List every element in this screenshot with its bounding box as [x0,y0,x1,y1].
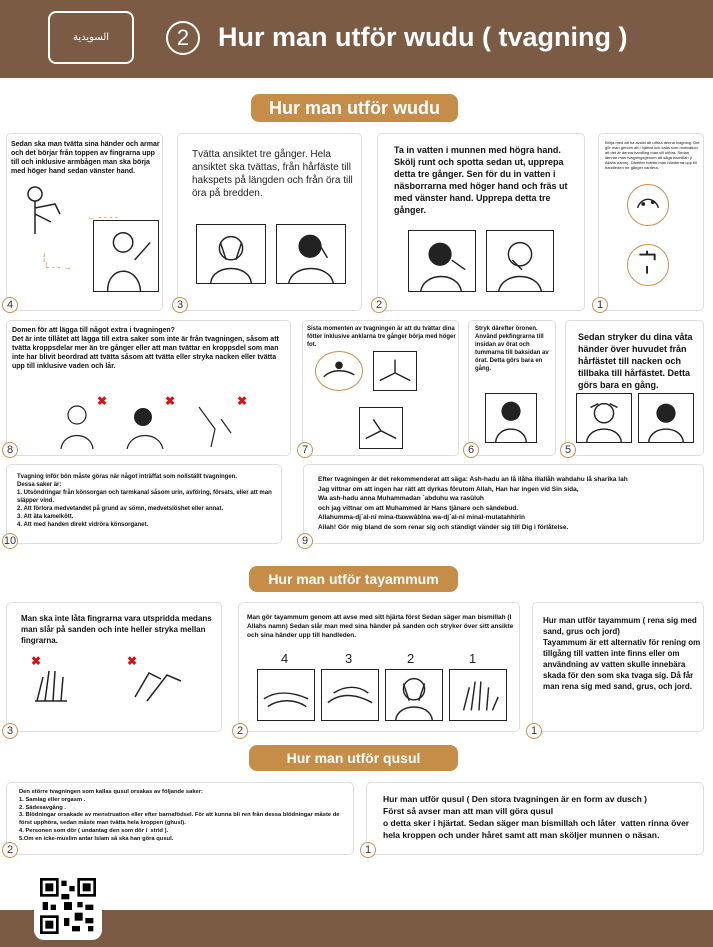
cross-icon: ✖ [165,394,176,408]
qusul-step-2-card [6,782,354,855]
wudu-step-6-card [468,320,556,456]
tayammum-step-2-card [238,602,520,732]
tayammum-figure-1 [449,669,507,721]
tayammum-step-2-text: Man gör tayammum genom att avse med sitt hjärta först Sedan säger man bismillah (I Allahs namn) Sedan slår man med sina händer på sanden och stryker över sitt ansikte och sina händer upp till handleden. [247,614,514,639]
tayammum-step-3-card [6,602,222,732]
wudu-step-7-text: Sista momenten av tvagningen är att du tvättar dina fötter inklusive anklarna tre gånger börja med höger fot. [307,326,456,348]
neck-wash-figure [51,399,103,449]
cross-icon: ✖ [237,394,248,408]
qusul-badge-2: 2 [2,842,18,858]
wudu-step-5-card [565,320,704,456]
faucet-icon [627,244,669,286]
tayammum-step-label: 4 [281,651,289,666]
mouth-rinse-figure [408,230,476,292]
arm-wash-figure [93,220,159,292]
step-badge-6: 6 [463,442,479,458]
step-badge-1: 1 [592,297,608,313]
head-wipe-figure-1 [576,393,632,443]
wudu-step-10-text: Tvagning inför bön måste göras när något inträffat som nollställt tvagningen. Dessa saker är: 1. Utsöndringar från könsorgan och tarmkanal såsom urin, avföring, försats, eller att man släpper vind. 2. Att förlora medvetandet på grund av sömn, medvetslöshet eller annat. 3. Att äta kamelkött. 4. Att med handen direkt vidröra könsorganet. [17,474,272,528]
tayammum-step-label: 3 [345,651,353,666]
footer-bar [0,910,713,947]
wudu-step-10-card [6,464,282,544]
wudu-step-8-card [6,320,291,456]
wudu-step-2-text: Ta in vatten i munnen med högra hand. Skölj runt och spotta sedan ut, upprepa detta tre gånger. Sen för du in vatten i näsborrarna med höger hand och fräs ut med vänster hand. Upprepa detta tre gånger. [394,145,568,215]
wudu-step-1-text: Börja med att ha avsikt att utföra denna tvagning. Det gör man genom att i hjärtat och kalla som motivation att det är denna handling man vill utföra. Sedan lämnar man tvagningsgenom att säga bismillah (I Allahs namn). Därefter tvättar man händerna upp till handleden tre gånger vardera. [605,140,700,170]
page-title: Hur man utför wudu ( tvagning ) [218,22,628,52]
face-wash-figure-side [276,224,346,284]
section-title-wudu: Hur man utför wudu [251,94,458,122]
foot-wash-figure-1 [373,351,417,391]
tayammum-badge-3: 3 [2,723,18,739]
wudu-step-8-text: Domen för att lägga till något extra i tvagningen? Det är inte tillåtet att lägga till extra saker som inte är från tvagningen, såsom att tvätta kroppsdelar mer än tre gånger eller att man tvättar en kroppsdel som man inte har blivit beordrad att tvätta såsom att tvätta eller stryka nacken eller tvätta upp till inklusive vaden och lår. [12,327,279,370]
wudu-step-3-card [177,133,362,311]
qusul-step-1-card [366,782,704,855]
wudu-step-4-text: Sedan ska man tvätta sina händer och armar och det börjar från toppen av fingrarna upp till och inklusive armbågen man ska börja med höger hand sedan vänster hand. [11,141,160,175]
tayammum-step-1-card [532,602,704,732]
tayammum-figure-4 [257,669,315,721]
face-wash-figure-front [196,224,266,284]
language-button[interactable]: السويدية [48,11,134,64]
tayammum-badge-1: 1 [526,723,542,739]
step-badge-3: 3 [172,297,188,313]
step-badge-2: 2 [371,297,387,313]
wudu-step-5-text: Sedan stryker du dina våta händer över huvudet från hårfästet till nacken och tillbaka till hårfästet. Detta görs bara en gång. [578,332,693,390]
leg-wash-figure [191,399,243,449]
page-number-badge: 2 [166,21,200,55]
wudu-step-9-card [303,464,704,544]
foot-wash-figure-2 [359,407,403,449]
qr-code-icon [40,878,96,934]
step-badge-10: 10 [3,535,17,547]
step-badge-5: 5 [560,442,576,458]
cross-icon: ✖ [97,394,108,408]
section-title-qusul: Hur man utför qusul [249,745,458,771]
tayammum-step-3-text: Man ska inte låta fingrarna vara utspridda medans man slår på sanden och inte heller stryka mellan fingrarna. [21,614,212,645]
tayammum-step-label: 2 [407,651,415,666]
cross-icon: ✖ [31,654,42,668]
wudu-step-3-text: Tvätta ansiktet tre gånger. Hela ansiktet ska tvättas, från hårfäste till hakspets på längden och från öra till öra på bredden. [192,149,353,199]
tayammum-figure-3 [321,669,379,721]
arrow-down-right-icon: ¦ └ - - → [43,252,72,272]
wudu-step-6-text: Stryk därefter öronen. Använd pekfingrarna till insidan av örat och tummarna till baksidan av örat. Detta görs bara en gång. [475,326,549,372]
hand-wash-icon [627,184,669,226]
tayammum-step-1-text: Hur man utför tayammum ( rena sig med sand, grus och jord) Tayammum är ett alternativ för rening om tillgång till vatten inte finns eller om användning av vatten skulle innebära skada för den som ska tvaga sig. Då får man rena sig med sand, grus, och jord. [543,616,701,691]
qusul-step-2-text: Den större tvagningen som kallas qusul orsakas av följande saker: 1. Samlag eller orgasm . 2. Sädesavgång . 3. Blödningar orsakade av menstruation eller efter barnafödsel. För att kunna bli ren från dessa blödningar måste de först upphöra, sedan måste man tvätta hela kroppen (ghusl). 4. Personen som dör ( undantag den som dör i strid ). 5.Om en icke-muslim antar Islam så ska han göra qusul. [19,789,340,842]
wudu-step-7-card [302,320,459,456]
qusul-badge-1: 1 [360,842,376,858]
ear-wipe-figure [485,393,537,443]
header-bar [0,0,713,78]
arrow-left-icon: ← - - - - [87,212,118,222]
step-badge-4: 4 [2,297,18,313]
foot-wash-icon [315,351,363,391]
head-wipe-figure-2 [638,393,694,443]
nose-rinse-figure [486,230,554,292]
qr-code[interactable] [34,872,102,940]
wudu-step-1-card [598,133,704,311]
wudu-step-4-card [6,133,163,311]
qusul-step-1-text: Hur man utför qusul ( Den stora tvagningen är en form av dusch ) Först så avser man att man vill göra qusul o detta sker i hjärtat. Sedan säger man bismillah och låter vatten rinna över hela kroppen och under håret samt att man sköljer munnen o näsan. [383,794,690,840]
tayammum-figure-2 [385,669,443,721]
cross-icon: ✖ [127,654,138,668]
section-title-tayammum: Hur man utför tayammum [249,566,458,592]
step-badge-7: 7 [297,442,313,458]
arm-wash-illustration [15,184,65,250]
tayammum-badge-2: 2 [232,723,248,739]
tayammum-step-label: 1 [469,651,477,666]
step-badge-9: 9 [297,533,313,549]
step-badge-8: 8 [2,442,18,458]
wudu-step-2-card [377,133,585,311]
wudu-step-9-text: Efter tvagningen är det rekommenderat att säga: Ash-hadu an lå ilåha illallåh wahdahu lå sharîka lah Jag vittnar om att ingen har rätt att dyrkas förutom Allah, Han har ingen vid Sin sida, Wa ash-hadu anna Muhammadan ´abduhu wa rasûluh och jag vittnar om att Muhammed är Hans tjänare och sändebud. Allahumma-dj´al-nî mina-ttawwâbîna wa-dj´al-nî minal-mutatahhirîn Allah! Gör mig bland de som renar sig och ständigt vänder sig till Dig i förlåtelse. [318,476,628,531]
